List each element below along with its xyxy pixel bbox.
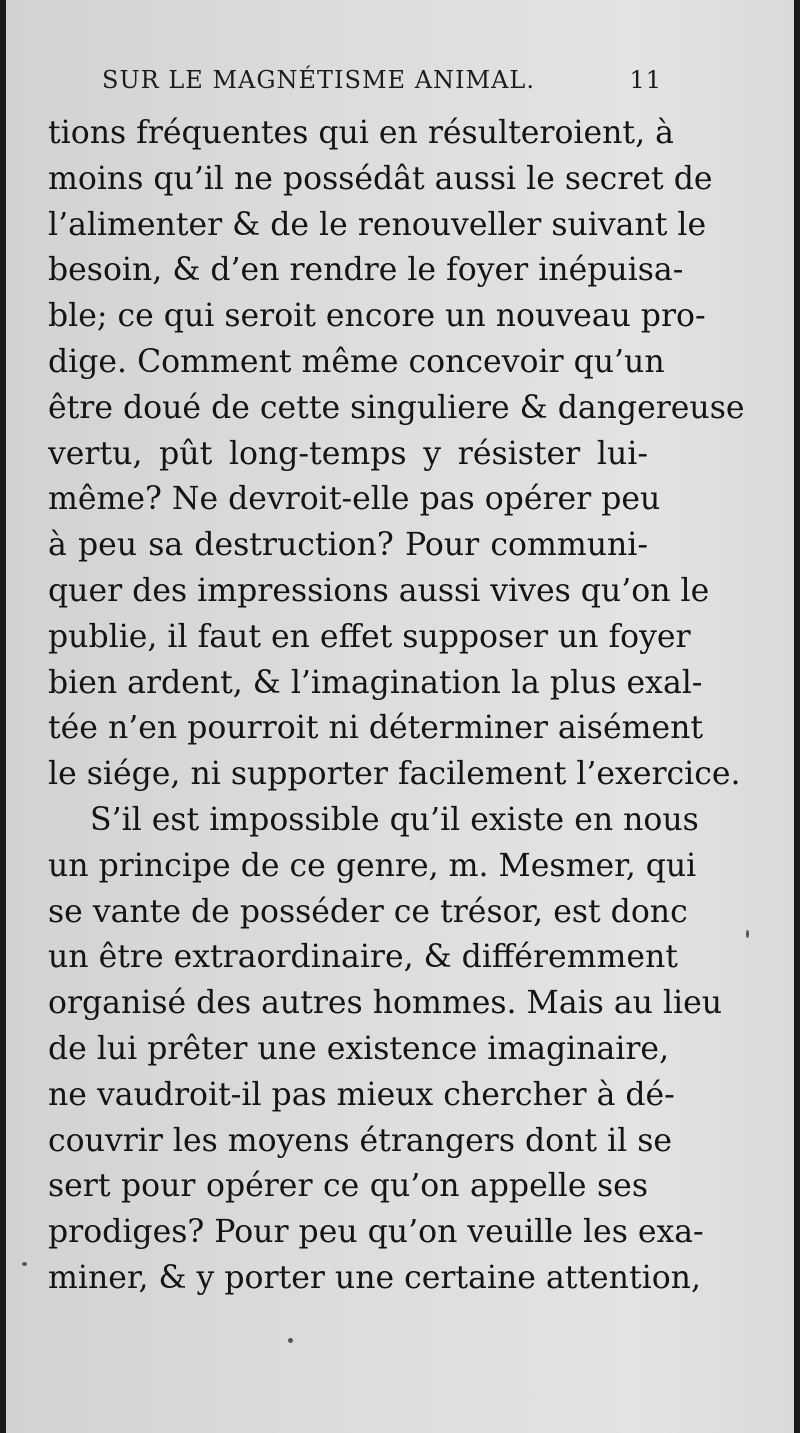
paper-speck: [288, 1338, 293, 1343]
paper-speck: [746, 930, 749, 938]
running-header: [102, 66, 662, 94]
text-line: un principe de ce genre, m. Mesmer, qui: [48, 847, 697, 884]
text-line: même? Ne devroit-elle pas opérer peu: [48, 481, 661, 518]
text-line: publie, il faut en effet supposer un foyer: [48, 618, 691, 655]
text-line: sert pour opérer ce qu’on appelle ses: [48, 1168, 648, 1205]
text-line: S’il est impossible qu’il existe en nous: [90, 801, 699, 838]
text-line: tée n’en pourroit ni déterminer aisément: [48, 710, 704, 747]
text-line: miner, & y porter une certaine attention,: [48, 1259, 701, 1296]
text-line: de lui prêter une existence imaginaire,: [48, 1030, 670, 1067]
text-line: ne vaudroit-il pas mieux chercher à dé-: [48, 1076, 675, 1113]
book-page: [6, 0, 794, 1433]
text-line: ble; ce qui seroit encore un nouveau pro-: [48, 298, 706, 335]
running-title: SUR LE MAGNÉTISME ANIMAL.: [102, 66, 535, 94]
paper-speck: [22, 1262, 27, 1266]
text-line: organisé des autres hommes. Mais au lieu: [48, 985, 723, 1022]
text-line: prodiges? Pour peu qu’on veuille les exa-: [48, 1214, 704, 1251]
text-line: vertu, pût long-temps y résister lui-: [48, 435, 648, 472]
text-line: être doué de cette singuliere & dangereuse: [48, 389, 745, 426]
text-line: le siége, ni supporter facilement l’exercice.: [48, 756, 741, 793]
text-line: besoin, & d’en rendre le foyer inépuisa-: [48, 252, 684, 289]
body-text: [48, 111, 745, 1302]
page-number: 11: [629, 66, 662, 94]
text-line: à peu sa destruction? Pour communi-: [48, 527, 648, 564]
text-line: moins qu’il ne possédât aussi le secret de: [48, 160, 713, 197]
text-line: dige. Comment même concevoir qu’un: [48, 343, 665, 380]
text-line: tions fréquentes qui en résulteroient, à: [48, 115, 674, 151]
text-line: couvrir les moyens étrangers dont il se: [48, 1122, 673, 1159]
text-line: bien ardent, & l’imagination la plus exal-: [48, 664, 703, 701]
text-line: l’alimenter & de le renouveller suivant le: [48, 206, 707, 243]
text-line: un être extraordinaire, & différemment: [48, 939, 678, 976]
text-line: quer des impressions aussi vives qu’on le: [48, 572, 710, 609]
text-line: se vante de posséder ce trésor, est donc: [48, 893, 688, 930]
